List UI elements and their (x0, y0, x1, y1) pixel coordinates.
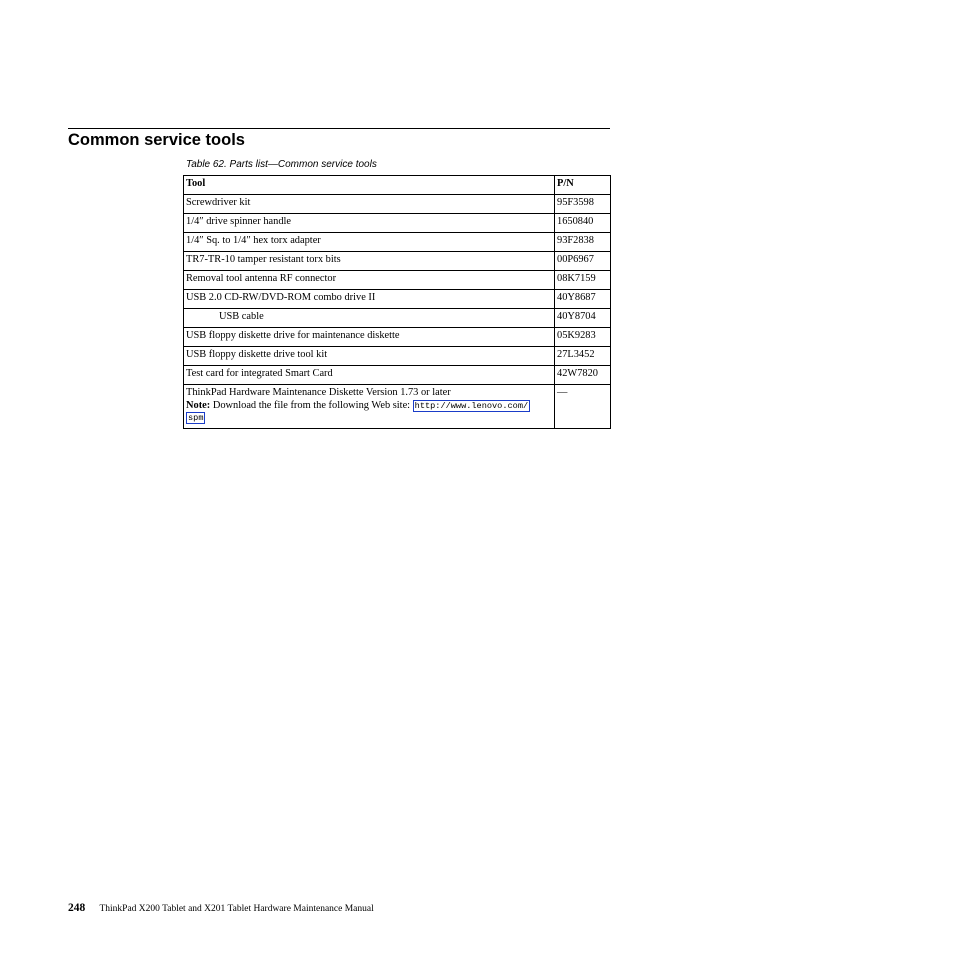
tool-cell: TR7-TR-10 tamper resistant torx bits (184, 252, 555, 271)
column-header-pn: P/N (555, 176, 611, 195)
part-number-cell: 27L3452 (555, 347, 611, 366)
note-label: Note: (186, 399, 211, 411)
tool-cell: Screwdriver kit (184, 195, 555, 214)
table-row (184, 195, 611, 214)
tool-cell: USB floppy diskette drive for maintenance diskette (184, 328, 555, 347)
page-number: 248 (68, 902, 86, 914)
tool-cell: Test card for integrated Smart Card (184, 366, 555, 385)
table-row (184, 252, 611, 271)
table-row (184, 214, 611, 233)
tool-cell-diskette (184, 385, 555, 429)
part-number-cell: — (555, 385, 611, 429)
part-number-cell: 42W7820 (555, 366, 611, 385)
diskette-description: ThinkPad Hardware Maintenance Diskette Version 1.73 or later (186, 387, 451, 398)
tool-cell: 1/4″ Sq. to 1/4″ hex torx adapter (184, 233, 555, 252)
section-title: Common service tools (68, 131, 245, 149)
part-number-cell: 40Y8687 (555, 290, 611, 309)
part-number-cell: 05K9283 (555, 328, 611, 347)
table-row (184, 233, 611, 252)
column-header-tool: Tool (184, 176, 555, 195)
table-row (184, 271, 611, 290)
table-caption: Table 62. Parts list—Common service tools (186, 159, 377, 170)
tool-cell: 1/4″ drive spinner handle (184, 214, 555, 233)
download-link-part1[interactable]: http://www.lenovo.com/ (414, 400, 529, 411)
part-number-cell: 40Y8704 (555, 309, 611, 328)
table-row (184, 347, 611, 366)
download-link-part2[interactable]: spm (188, 413, 204, 423)
diskette-note (186, 400, 552, 425)
part-number-cell: 1650840 (555, 214, 611, 233)
tool-cell-indented: USB cable (184, 309, 555, 328)
table-row (184, 309, 611, 328)
table-row (184, 328, 611, 347)
part-number-cell: 93F2838 (555, 233, 611, 252)
tool-cell: USB 2.0 CD-RW/DVD-ROM combo drive II (184, 290, 555, 309)
part-number-cell: 08K7159 (555, 271, 611, 290)
footer-title: ThinkPad X200 Tablet and X201 Tablet Hardware Maintenance Manual (99, 904, 374, 914)
part-number-cell: 95F3598 (555, 195, 611, 214)
table-row (184, 385, 611, 429)
tool-cell: Removal tool antenna RF connector (184, 271, 555, 290)
note-text: Download the file from the following Web site: (212, 399, 411, 411)
tool-cell: USB floppy diskette drive tool kit (184, 347, 555, 366)
table-row (184, 290, 611, 309)
parts-table (183, 175, 611, 429)
table-header-row (184, 176, 611, 195)
part-number-cell: 00P6967 (555, 252, 611, 271)
table-row (184, 366, 611, 385)
page-footer (68, 901, 374, 916)
